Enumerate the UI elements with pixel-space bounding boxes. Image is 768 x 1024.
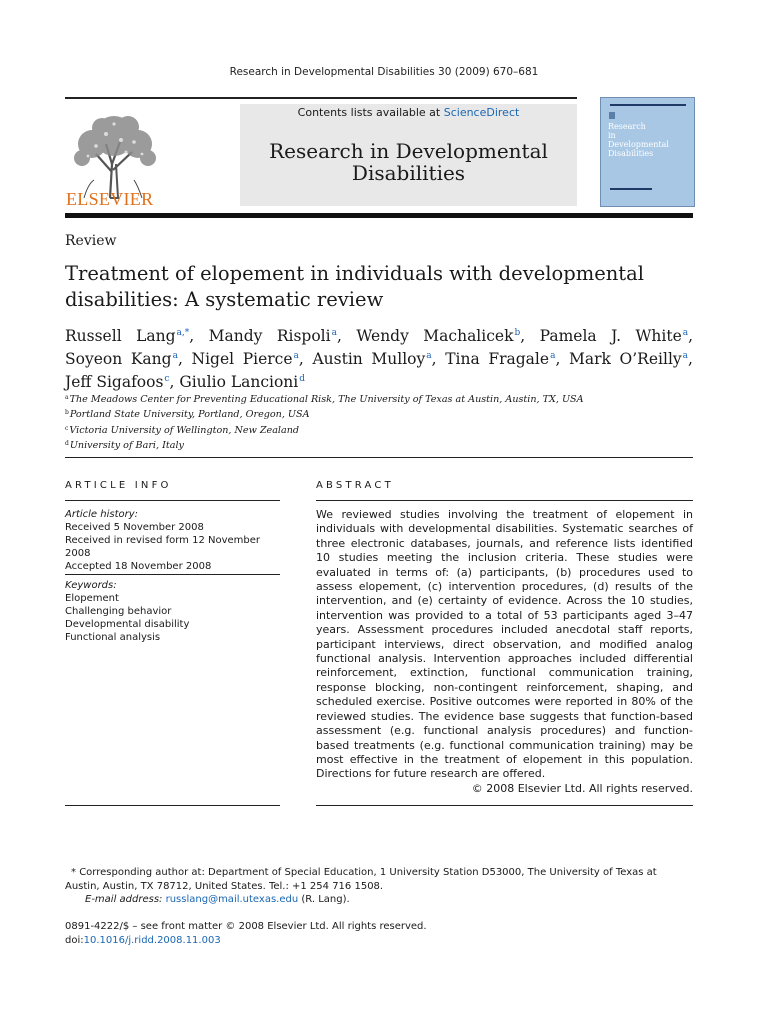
author-affiliation-mark[interactable]: a	[293, 351, 299, 361]
affiliation-item: $^d$University of Bari, Italy	[65, 439, 184, 451]
publisher-name: ELSEVIER	[66, 189, 154, 209]
keyword-item: Developmental disability	[65, 619, 190, 630]
journal-title	[240, 140, 577, 184]
journal-title-line1: Research in Developmental	[269, 139, 548, 163]
email-link[interactable]: russlang@mail.utexas.edu	[165, 894, 299, 905]
keywords-rule	[65, 574, 280, 575]
author-affiliation-mark[interactable]: a	[550, 351, 556, 361]
cover-title	[608, 122, 669, 158]
author-name[interactable]: Nigel Pierce	[191, 350, 293, 368]
cover-bar-bottom	[610, 188, 652, 190]
journal-cover-image	[600, 97, 695, 207]
history-heading: Article history:	[65, 509, 139, 520]
doi-link[interactable]: 10.1016/j.ridd.2008.11.003	[83, 935, 221, 946]
author-name[interactable]: Austin Mulloy	[312, 350, 426, 368]
author-name[interactable]: Mark O’Reilly	[569, 350, 682, 368]
journal-title-line2: Disabilities	[351, 161, 466, 185]
keywords-heading: Keywords:	[65, 580, 117, 591]
affiliations	[65, 391, 693, 452]
doi-line	[65, 934, 693, 948]
front-matter-rule	[65, 457, 693, 458]
keywords	[65, 579, 280, 644]
contents-line	[240, 106, 577, 119]
affiliation-item: $^c$Victoria University of Wellington, New Zealand	[65, 424, 300, 436]
affiliation-item: $^b$Portland State University, Portland, Oregon, USA	[65, 409, 310, 421]
email-line	[85, 893, 693, 907]
article-info-bottom-rule	[65, 805, 280, 806]
author-name[interactable]: Wendy Machalicek	[356, 327, 514, 345]
article-info-rule	[65, 500, 280, 501]
author-name[interactable]: Soyeon Kang	[65, 350, 172, 368]
cover-title-line: Disabilities	[608, 149, 654, 158]
keyword-item: Challenging behavior	[65, 606, 172, 617]
sciencedirect-link[interactable]: ScienceDirect	[443, 106, 520, 119]
author-name[interactable]: Jeff Sigafoos	[65, 373, 164, 391]
contents-prefix: Contents lists available at	[297, 106, 444, 119]
keyword-item: Elopement	[65, 593, 119, 604]
author-affiliation-mark[interactable]: a	[172, 351, 178, 361]
copyright: © 2008 Elsevier Ltd. All rights reserved.	[471, 782, 693, 795]
corresponding-author-note	[65, 866, 693, 893]
author-name[interactable]: Mandy Rispoli	[208, 327, 331, 345]
history-item: Accepted 18 November 2008	[65, 561, 212, 572]
author-affiliation-mark[interactable]: a	[331, 328, 337, 338]
author-name[interactable]: Tina Fragale	[445, 350, 550, 368]
article-history	[65, 508, 280, 573]
affiliation-item: $^a$The Meadows Center for Preventing Educational Risk, The University of Texas at Austin, Austin, TX, USA	[65, 394, 584, 405]
corresponding-text: Corresponding author at: Department of Special Education, 1 University Station D53000, The University of Texas at Austin, Austin, TX 78712, United States. Tel.: +1 254 716 1508.	[65, 867, 657, 892]
cover-bar-top	[610, 104, 686, 106]
abstract-rule	[316, 500, 693, 501]
top-rule	[65, 97, 577, 99]
cover-title-line: in	[608, 131, 616, 140]
author-affiliation-mark[interactable]: d	[299, 374, 306, 384]
author-name[interactable]: Giulio Lancioni	[179, 373, 299, 391]
article-info-label: ARTICLE INFO	[65, 480, 172, 491]
abstract-text: We reviewed studies involving the treatment of elopement in individuals with developmental disabilities. Systematic searches of three electronic databases, journals, and reference lists identified 10 studies meeting the inclusion criteria. These studies were evaluated in terms of: (a) participants, (b) procedures used to assess elopement, (c) intervention procedures, (d) results of the intervention, and (e) certainty of evidence. Across the 10 studies, intervention was provided to a total of 53 participants aged 3–47 years. Assessment procedures included anecdotal staff reports, participant interviews, direct observation, and modified analog functional analysis. Intervention approaches included differential reinforcement, extinction, functional communication training, response blocking, non-contingent reinforcement, shaping, and scheduled exercise. Positive outcomes were reported in 80% of the reviewed studies. The evidence base suggests that function-based assessment (e.g. functional analysis procedures) and function-based treatments (e.g. functional communication training) may be most effective in the treatment of elopement in this population. Directions for future research are offered.	[316, 508, 693, 781]
masthead-thick-rule	[65, 213, 693, 218]
running-head: Research in Developmental Disabilities 30 (2009) 670–681	[229, 66, 539, 78]
cover-emblem-icon	[609, 112, 615, 119]
author-affiliation-mark[interactable]: a,*	[176, 328, 190, 338]
author-affiliation-mark[interactable]: a	[682, 351, 689, 361]
author-affiliation-mark[interactable]: b	[514, 328, 521, 338]
abstract-label: ABSTRACT	[316, 480, 394, 491]
paper-title-line2: disabilities: A systematic review	[65, 288, 384, 311]
author-affiliation-mark[interactable]: a	[426, 351, 432, 361]
author-line: Soyeon Kang$^a$, Nigel Pierce$^a$, Austin Mulloy$^a$, Tina Fragale$^a$, Mark O’Reilly$^a$,	[65, 350, 693, 368]
author-name[interactable]: Russell Lang	[65, 327, 176, 345]
email-suffix: (R. Lang).	[301, 894, 350, 905]
email-label: E-mail address:	[85, 894, 163, 905]
keyword-item: Functional analysis	[65, 632, 161, 643]
cover-title-line: Developmental	[608, 140, 669, 149]
footnote-mark: *	[71, 867, 76, 878]
history-item: Received 5 November 2008	[65, 522, 204, 533]
paper-title-line1: Treatment of elopement in individuals with developmental	[65, 262, 644, 285]
cover-title-line: Research	[608, 122, 646, 131]
history-item: Received in revised form 12 November 2008	[65, 535, 261, 559]
issn-line: 0891-4222/$ – see front matter © 2008 Elsevier Ltd. All rights reserved.	[65, 921, 427, 932]
author-line: Russell Lang$^{a,*}$, Mandy Rispoli$^a$, Wendy Machalicek$^b$, Pamela J. White$^a$,	[65, 327, 694, 345]
paper-title	[65, 261, 695, 313]
author-affiliation-mark[interactable]: a	[682, 328, 689, 338]
section-type: Review	[65, 233, 117, 249]
doi-prefix: doi:	[65, 935, 84, 946]
author-affiliation-mark[interactable]: c	[164, 374, 170, 384]
author-name[interactable]: Pamela J. White	[539, 327, 682, 345]
abstract-bottom-rule	[316, 805, 693, 806]
author-list	[65, 323, 693, 392]
author-line: Jeff Sigafoos$^c$, Giulio Lancioni$^d$	[65, 373, 306, 391]
